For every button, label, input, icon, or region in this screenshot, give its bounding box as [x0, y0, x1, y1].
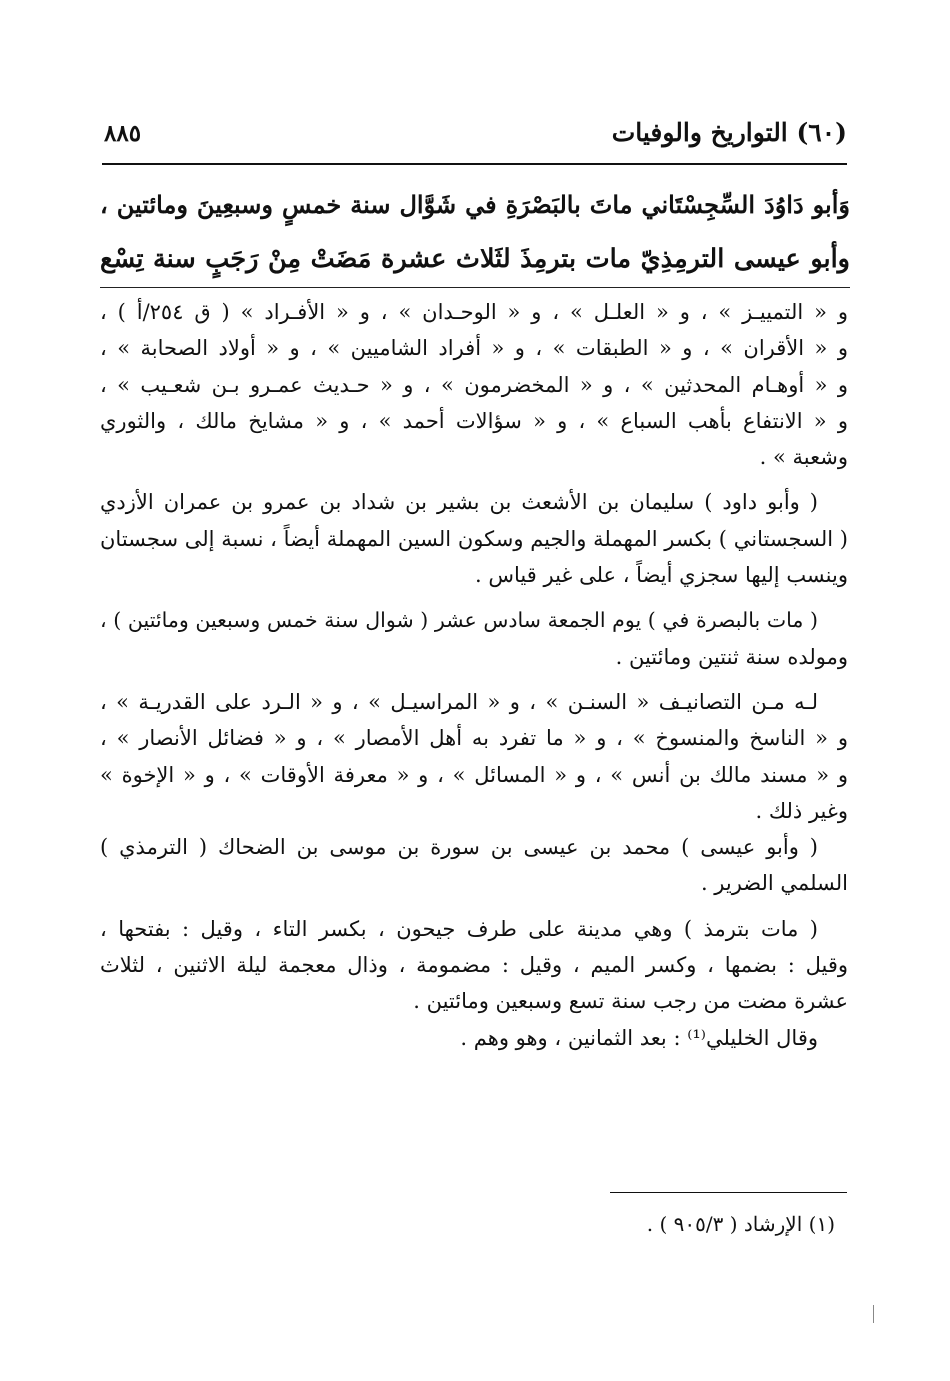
footnote-divider	[610, 1192, 847, 1193]
commentary-line: ( وأبو عيسى ) محمد بن عيسى بن سورة بن موسى بن الضحاك ( الترمذي )	[100, 835, 818, 860]
commentary-text	[100, 294, 848, 1056]
commentary-line: و « الأقران » ، و « الطبقات » ، و « أفراد الشاميين » ، و « أولاد الصحابة » ،	[100, 336, 848, 361]
margin-mark	[873, 1305, 874, 1323]
running-header	[102, 116, 847, 156]
commentary-line: ( السجستاني ) بكسر المهملة والجيم وسكون السين المهملة أيضاً ، نسبة إلى سجستان	[100, 526, 848, 551]
commentary-line: وشعبة » .	[759, 445, 848, 470]
page-number: ٨٨٥	[104, 120, 142, 147]
commentary-line: ( مات بالبصرة في ) يوم الجمعة سادس عشر ( شوال سنة خمس وسبعين ومائتين ) ،	[100, 608, 818, 633]
commentary-line: ( وأبو داود ) سليمان بن الأشعث بن بشير بن شداد بن عمرو بن عمران الأزدي	[100, 490, 818, 515]
chapter-title: (٦٠) التواريخ والوفيات	[611, 118, 847, 147]
commentary-line: السلمي الضرير .	[700, 871, 848, 896]
commentary-line: وقيل : بضمها ، وكسر الميم ، وقيل : مضمومة ، وذال معجمة ليلة الاثنين ، لثلاث	[100, 953, 848, 978]
footnote: (١) الإرشاد ( ٩٠٥/٣ ) .	[646, 1212, 835, 1236]
commentary-line: و « التمييـز » ، و « العلـل » ، و « الوحـدان » ، و « الأفـراد » ( ق ٢٥٤/أ ) ،	[100, 300, 848, 324]
commentary-line: ( مات بترمذ ) وهي مدينة على طرف جيحون ، بكسر التاء ، وقيل : بفتحها ،	[100, 916, 818, 941]
commentary-line: عشرة مضت من رجب سنة تسع وسبعين ومائتين .	[413, 989, 848, 1014]
commentary-line: و « الانتفاع بأهب السباع » ، و « سؤالات أحمد » ، و « مشايخ مالك ، والثوري	[100, 408, 848, 433]
commentary-line: وينسب إليها سجزي أيضاً ، على غير قياس .	[475, 563, 848, 588]
commentary-line: و « مسند مالك بن أنس » ، و « المسائل » ، و « معرفة الأوقات » ، و « الإخوة »	[100, 762, 848, 787]
commentary-line: و « الناسخ والمنسوخ » ، و « ما تفرد به أهل الأمصار » ، و « فضائل الأنصار » ،	[100, 726, 848, 751]
matn-line: وأبو عيسى الترمِذِيّ مات بترمِذَ لثَلاث عشرة مَضَتْ مِنْ رَجَبٍ سنة تِسْع	[100, 244, 850, 274]
commentary-line: وقال الخليلي⁽¹⁾ : بعد الثمانين ، وهو وهم .	[460, 1025, 818, 1050]
header-divider	[102, 163, 847, 165]
matn-divider	[100, 287, 850, 288]
commentary-line: و « أوهـام المحدثين » ، و « المخضرمون » ، و « حـديث عمـرو بـن شعـيب » ،	[100, 372, 848, 397]
matn-line: وَأبو دَاوُدَ السِّجِسْتَاني ماتَ بالبَصْرَةِ في شَوَّال سنة خمسٍ وسبعِينَ ومائتين ،	[100, 190, 850, 219]
commentary-line: لـه مـن التصانيـف « السنـن » ، و « المراسيـل » ، و « الـرد على القدريـة » ،	[100, 689, 818, 714]
commentary-line: وغير ذلك .	[755, 798, 848, 823]
commentary-line: ومولده سنة ثنتين ومائتين .	[615, 644, 848, 669]
matn-text	[100, 178, 850, 286]
